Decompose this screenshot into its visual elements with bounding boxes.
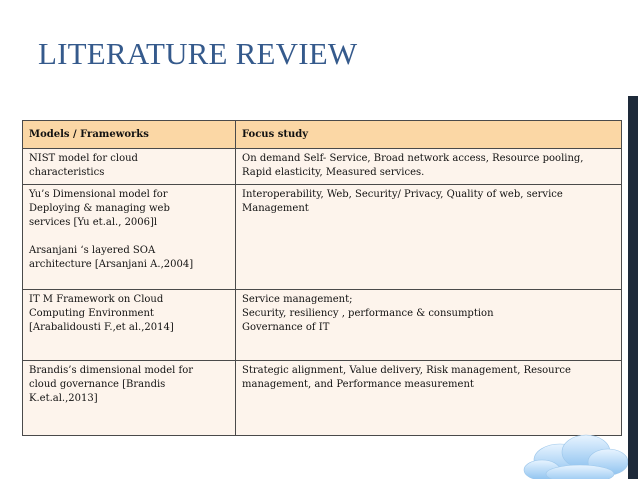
cell-line: cloud governance [Brandis xyxy=(29,379,166,390)
cell-line: Service management; xyxy=(242,294,353,305)
cell-line: Computing Environment xyxy=(29,308,154,319)
table-row xyxy=(23,185,622,290)
cell-line: management, and Performance measurement xyxy=(242,379,474,390)
table-row xyxy=(23,149,622,185)
model-cell xyxy=(23,149,236,185)
cell-line: [Arabalidousti F.,et al.,2014] xyxy=(29,322,174,333)
cell-line: characteristics xyxy=(29,167,105,178)
cell-line: services [Yu et.al., 2006]l xyxy=(29,217,158,228)
cell-line: NIST model for cloud xyxy=(29,153,138,164)
cell-line: K.et.al.,2013] xyxy=(29,393,98,404)
cell-line: Security, resiliency , performance & consumption xyxy=(242,308,494,319)
literature-table xyxy=(22,120,622,436)
header-models: Models / Frameworks xyxy=(23,121,236,149)
cell-line: Rapid elasticity, Measured services. xyxy=(242,167,425,178)
cell-line: architecture [Arsanjani A.,2004] xyxy=(29,259,194,270)
cell-line: Management xyxy=(242,203,309,214)
model-cell xyxy=(23,361,236,436)
model-cell xyxy=(23,185,236,290)
cell-line: Yu’s Dimensional model for xyxy=(29,189,168,200)
page-title: LITERATURE REVIEW xyxy=(38,36,358,71)
cloud-icon xyxy=(520,430,628,479)
cell-line: Interoperability, Web, Security/ Privacy, Quality of web, service xyxy=(242,189,563,200)
cell-line: Deploying & managing web xyxy=(29,203,170,214)
cell-line: Strategic alignment, Value delivery, Risk management, Resource xyxy=(242,365,571,376)
model-cell xyxy=(23,290,236,361)
focus-cell xyxy=(236,361,622,436)
table-row xyxy=(23,290,622,361)
table-header-row xyxy=(23,121,622,149)
header-focus: Focus study xyxy=(236,121,622,149)
cell-line: IT M Framework on Cloud xyxy=(29,294,164,305)
side-accent-bar xyxy=(628,96,638,479)
focus-cell xyxy=(236,185,622,290)
focus-cell xyxy=(236,149,622,185)
cell-line: Arsanjani ‘s layered SOA xyxy=(29,245,156,256)
cell-line: Brandis’s dimensional model for xyxy=(29,365,194,376)
cell-line: On demand Self- Service, Broad network access, Resource pooling, xyxy=(242,153,584,164)
cell-line: Governance of IT xyxy=(242,322,330,333)
cell-spacer xyxy=(29,230,229,244)
table-row xyxy=(23,361,622,436)
focus-cell xyxy=(236,290,622,361)
